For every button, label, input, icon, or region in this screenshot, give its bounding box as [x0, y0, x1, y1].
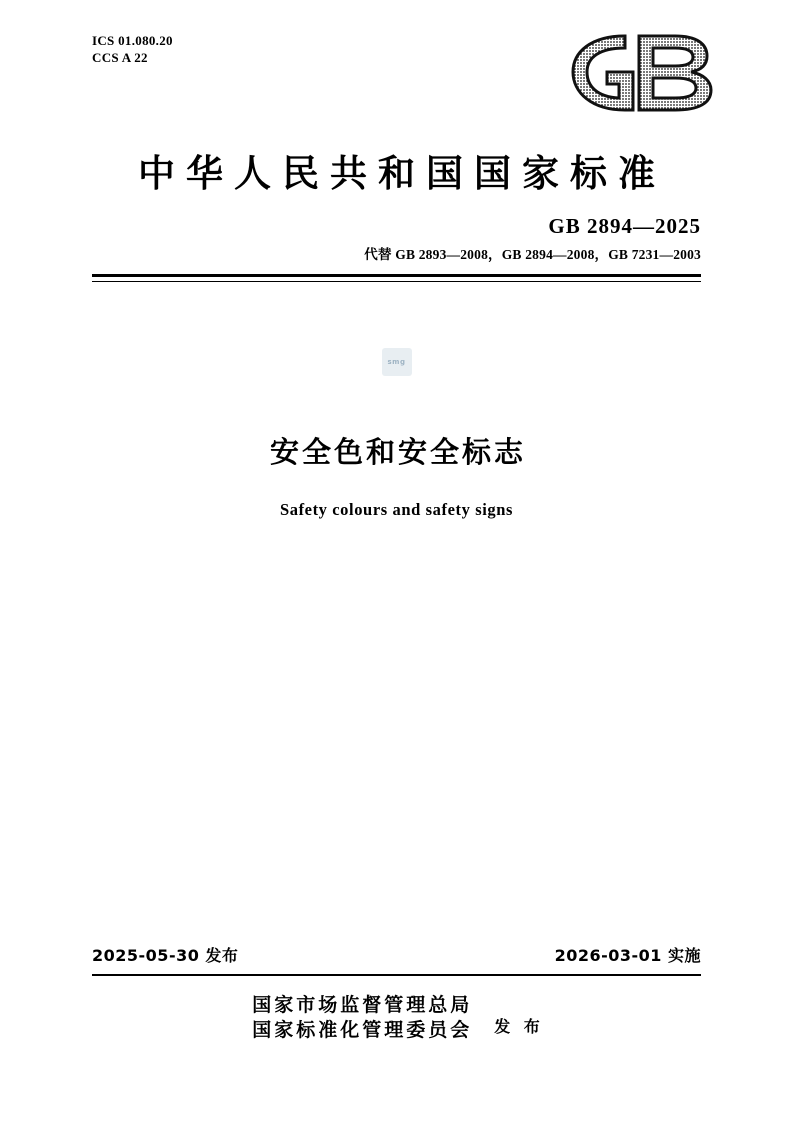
page-title: 中华人民共和国国家标准 [138, 152, 666, 195]
document-title-english: Safety colours and safety signs [279, 500, 514, 519]
issuer-names [249, 993, 472, 1043]
ccs-code: CCS A 22 [92, 50, 148, 65]
divider-thin [92, 281, 701, 282]
footer-divider [92, 974, 701, 976]
divider-thick [92, 274, 701, 277]
document-title-chinese: 安全色和安全标志 [269, 435, 526, 469]
issuer-line-2: 国家标准化管理委员会 [252, 1019, 473, 1041]
issuer-line-1: 国家市场监督管理总局 [252, 994, 473, 1016]
gb-emblem-icon [547, 26, 715, 118]
issuer-action: 发 布 [494, 1016, 544, 1036]
issue-date: 2025-05-30 发布 [92, 946, 239, 965]
ics-code: ICS 01.080.20 [92, 33, 173, 48]
implementation-date: 2026-03-01 实施 [554, 946, 701, 965]
watermark-logo: smg [382, 348, 412, 376]
issuer-block [0, 993, 793, 1043]
standard-number: GB 2894—2025 [548, 214, 701, 238]
classification-block [92, 32, 173, 66]
replaced-standards: 代替 GB 2893—2008，GB 2894—2008，GB 7231—2003 [364, 247, 701, 262]
